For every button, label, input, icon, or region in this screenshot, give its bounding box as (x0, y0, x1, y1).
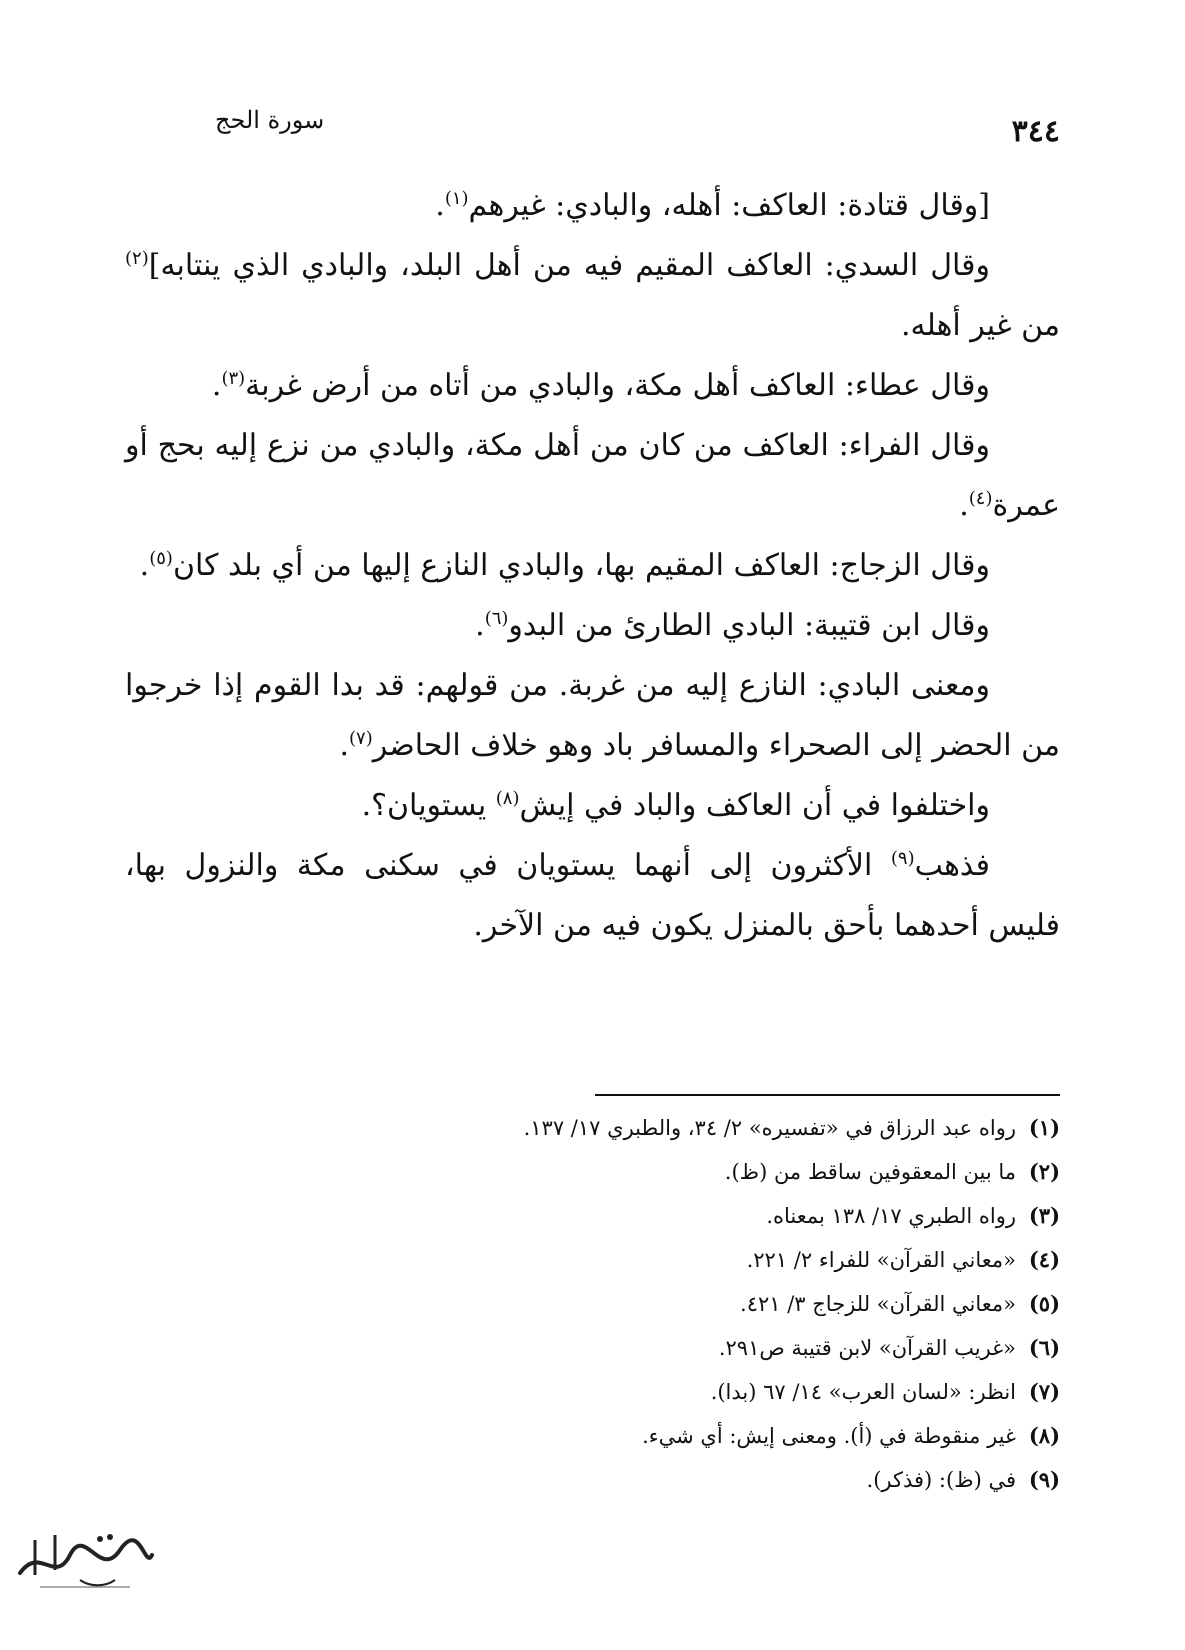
footnote-text: انظر: «لسان العرب» ١٤/ ٦٧ (بدا). (710, 1380, 1016, 1404)
footnote-number: (٩) (1028, 1467, 1060, 1492)
footnote-number: (١) (1028, 1115, 1060, 1140)
footnotes (125, 1106, 1060, 1502)
footnote-ref[interactable]: (٧) (349, 728, 373, 749)
footnote-ref[interactable]: (٨) (495, 788, 520, 809)
paragraph: وقال عطاء: العاكف أهل مكة، والبادي من أتاه من أرض غربة$^{(٣)}$. (211, 368, 990, 403)
footnote-ref[interactable]: (٢) (125, 248, 149, 269)
footnote-number: (٥) (1028, 1291, 1060, 1316)
library-stamp-logo (10, 1525, 160, 1595)
footnote-item (125, 1370, 1060, 1414)
footnote-number: (٦) (1028, 1335, 1060, 1360)
paragraph: واختلفوا في أن العاكف والباد في إيش$^{(٨)}$ يستويان؟. (361, 788, 990, 823)
footnote-number: (٧) (1028, 1379, 1060, 1404)
footnote-item (125, 1458, 1060, 1502)
footnote-ref[interactable]: (٥) (149, 548, 173, 569)
footnote-item (125, 1194, 1060, 1238)
footnote-item (125, 1150, 1060, 1194)
footnote-number: (٣) (1028, 1203, 1060, 1228)
footnote-text: «معاني القرآن» للفراء ٢/ ٢٢١. (746, 1248, 1016, 1272)
footnote-item (125, 1106, 1060, 1150)
footnote-item (125, 1326, 1060, 1370)
footnote-separator (595, 1094, 1060, 1096)
page-header (125, 96, 1060, 156)
footnote-item (125, 1282, 1060, 1326)
running-title: سورة الحج (215, 106, 325, 134)
paragraph: وقال الفراء: العاكف من كان من أهل مكة، والبادي من نزع إليه بحج أو عمرة$^{(٤)}$. (125, 428, 1060, 523)
footnote-item (125, 1414, 1060, 1458)
footnote-ref[interactable]: (٣) (221, 368, 246, 389)
footnote-ref[interactable]: (٦) (484, 608, 509, 629)
paragraph: ومعنى البادي: النازع إليه من غربة. من قولهم: قد بدا القوم إذا خرجوا من الحضر إلى الصحراء والمسافر باد وهو خلاف الحاضر$^{(٧)}$. (125, 668, 1060, 763)
footnote-text: في (ظ): (فذكر). (866, 1468, 1016, 1492)
paragraph: [وقال قتادة: العاكف: أهله، والبادي: غيرهم$^{(١)}$. (435, 188, 990, 223)
main-text (125, 176, 1060, 956)
paragraph: وقال الزجاج: العاكف المقيم بها، والبادي النازع إليها من أي بلد كان$^{(٥)}$. (139, 548, 990, 583)
footnote-text: ما بين المعقوفين ساقط من (ظ). (724, 1160, 1016, 1184)
paragraph: وقال ابن قتيبة: البادي الطارئ من البدو$^{(٦)}$. (475, 608, 990, 643)
footnote-ref[interactable]: (٩) (890, 848, 915, 869)
footnote-number: (٤) (1028, 1247, 1060, 1272)
footnote-text: «غريب القرآن» لابن قتيبة ص٢٩١. (718, 1336, 1016, 1360)
footnote-ref[interactable]: (١) (444, 188, 469, 209)
page-number: ٣٤٤ (1011, 114, 1060, 149)
footnote-ref[interactable]: (٤) (968, 488, 993, 509)
paragraph: وقال السدي: العاكف المقيم فيه من أهل البلد، والبادي الذي ينتابه]$^{(٢)}$ من غير أهله. (125, 248, 1060, 343)
paragraph: فذهب$^{(٩)}$ الأكثرون إلى أنهما يستويان في سكنى مكة والنزول بها، فليس أحدهما بأحق بالمنزل يكون فيه من الآخر. (125, 848, 1060, 943)
footnote-item (125, 1238, 1060, 1282)
footnote-text: رواه عبد الرزاق في «تفسيره» ٢/ ٣٤، والطبري ١٧/ ١٣٧. (523, 1116, 1016, 1140)
footnote-text: «معاني القرآن» للزجاج ٣/ ٤٢١. (740, 1292, 1016, 1316)
calligraphy-stamp-icon (10, 1525, 160, 1595)
footnote-text: رواه الطبري ١٧/ ١٣٨ بمعناه. (766, 1204, 1016, 1228)
footnote-text: غير منقوطة في (أ). ومعنى إيش: أي شيء. (642, 1424, 1016, 1448)
footnote-number: (٨) (1028, 1423, 1060, 1448)
footnote-number: (٢) (1028, 1159, 1060, 1184)
